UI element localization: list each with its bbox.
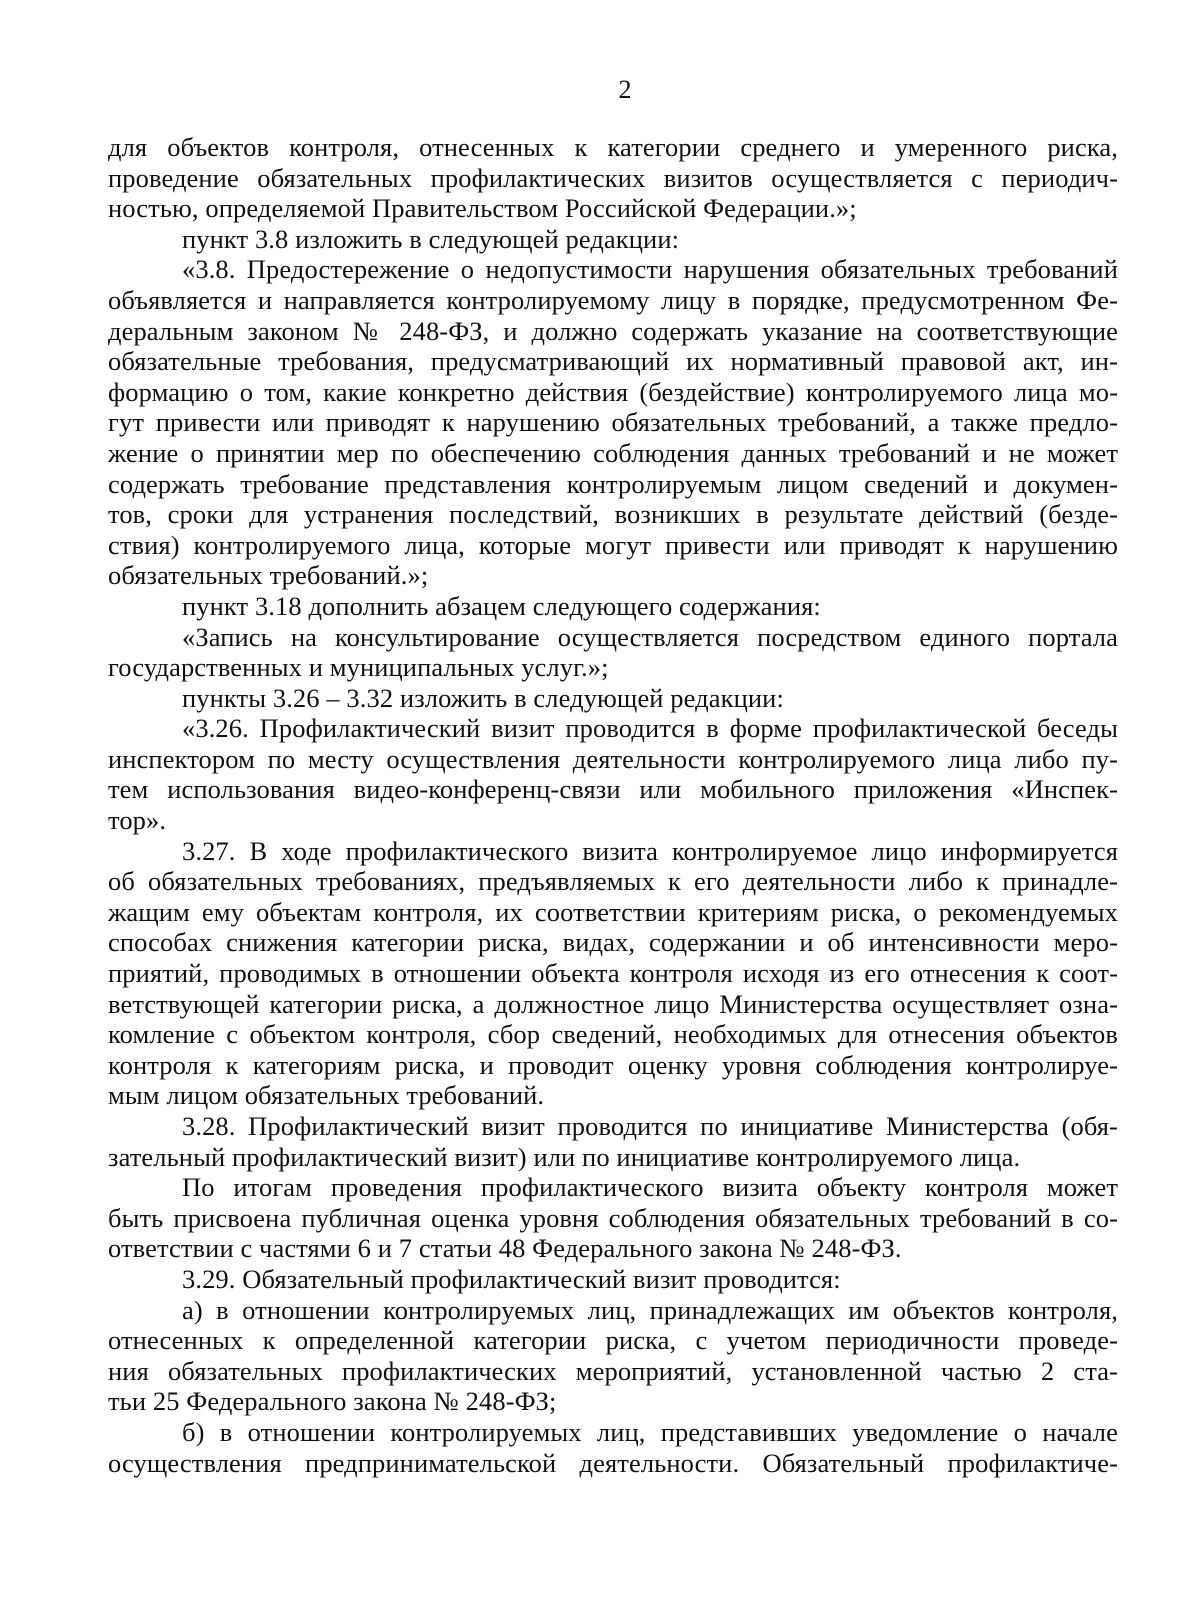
text-line: комление с объектом контроля, сбор сведений, необходимых для отнесения объектов	[108, 1019, 1118, 1050]
text-line: об обязательных требованиях, предъявляемых к его деятельности либо к принадле-	[108, 866, 1118, 897]
text-line: приятий, проводимых в отношении объекта контроля исходя из его отнесения к соот-	[108, 958, 1118, 989]
text-line: гут привести или приводят к нарушению обязательных требований, а также предло-	[108, 407, 1118, 438]
text-line: мым лицом обязательных требований.	[108, 1080, 545, 1111]
text-line: «3.8. Предостережение о недопустимости нарушения обязательных требований	[182, 254, 1118, 285]
text-line: ствия) контролируемого лица, которые могут привести или приводят к нарушению	[108, 529, 1118, 560]
document-body	[108, 132, 1118, 1478]
text-line: пункт 3.8 изложить в следующей редакции:	[182, 223, 680, 254]
text-line: б) в отношении контролируемых лиц, представивших уведомление о начале	[182, 1416, 1118, 1447]
text-line: инспектором по месту осуществления деятельности контролируемого лица либо пу-	[108, 743, 1118, 774]
text-line: контроля к категориям риска, и проводит оценку уровня соблюдения контролируе-	[108, 1049, 1118, 1080]
text-line: жение о принятии мер по обеспечению соблюдения данных требований и не может	[108, 437, 1118, 468]
text-line: обязательных требований.»;	[108, 560, 429, 591]
text-line: тор».	[108, 805, 167, 836]
text-line: пункты 3.26 – 3.32 изложить в следующей редакции:	[182, 682, 784, 713]
text-line: деральным законом № 248-ФЗ, и должно содержать указание на соответствующие	[108, 315, 1118, 346]
text-line: зательный профилактический визит) или по инициативе контролируемого лица.	[108, 1141, 1021, 1172]
text-line: государственных и муниципальных услуг.»;	[108, 652, 609, 683]
text-line: объявляется и направляется контролируемому лицу в порядке, предусмотренном Фе-	[108, 284, 1118, 315]
text-line: ветствующей категории риска, а должностное лицо Министерства осуществляет озна-	[108, 988, 1118, 1019]
text-line: ответствии с частями 6 и 7 статьи 48 Федерального закона № 248-ФЗ.	[108, 1233, 902, 1264]
text-line: 3.28. Профилактический визит проводится по инициативе Министерства (обя-	[182, 1111, 1118, 1141]
text-line: для объектов контроля, отнесенных к категории среднего и умеренного риска,	[108, 132, 1118, 162]
text-line: а) в отношении контролируемых лиц, принадлежащих им объектов контроля,	[182, 1294, 1118, 1325]
text-line: отнесенных к определенной категории риска, с учетом периодичности проведе-	[108, 1325, 1118, 1356]
text-line: быть присвоена публичная оценка уровня соблюдения обязательных требований в со-	[108, 1202, 1118, 1233]
text-line: пункт 3.18 дополнить абзацем следующего содержания:	[182, 590, 821, 621]
text-line: осуществления предпринимательской деятельности. Обязательный профилактиче-	[108, 1447, 1118, 1478]
text-line: способах снижения категории риска, видах, содержании и об интенсивности меро-	[108, 927, 1118, 958]
text-line: тьи 25 Федерального закона № 248-ФЗ;	[108, 1386, 557, 1417]
text-line: 3.27. В ходе профилактического визита контролируемое лицо информируется	[182, 835, 1118, 866]
text-line: ния обязательных профилактических мероприятий, установленной частью 2 ста-	[108, 1355, 1118, 1386]
text-line: «3.26. Профилактический визит проводится в форме профилактической беседы	[182, 713, 1118, 744]
page-number: 2	[618, 75, 632, 104]
text-line: «Запись на консультирование осуществляется посредством единого портала	[182, 621, 1118, 652]
text-line: По итогам проведения профилактического визита объекту контроля может	[182, 1172, 1118, 1203]
text-line: ностью, определяемой Правительством Российской Федерации.»;	[108, 193, 857, 224]
text-line: 3.29. Обязательный профилактический визит проводится:	[182, 1263, 841, 1294]
text-line: содержать требование представления контролируемым лицом сведений и докумен-	[108, 468, 1118, 499]
text-line: формацию о том, какие конкретно действия (бездействие) контролируемого лица мо-	[108, 376, 1118, 407]
text-line: обязательные требования, предусматривающий их нормативный правовой акт, ин-	[108, 346, 1118, 377]
text-line: жащим ему объектам контроля, их соответствии критериям риска, о рекомендуемых	[108, 896, 1118, 927]
text-line: тов, сроки для устранения последствий, возникших в результате действий (безде-	[108, 499, 1118, 530]
text-line: проведение обязательных профилактических визитов осуществляется с периодич-	[108, 162, 1118, 193]
text-line: тем использования видео-конференц-связи или мобильного приложения «Инспек-	[108, 774, 1118, 805]
